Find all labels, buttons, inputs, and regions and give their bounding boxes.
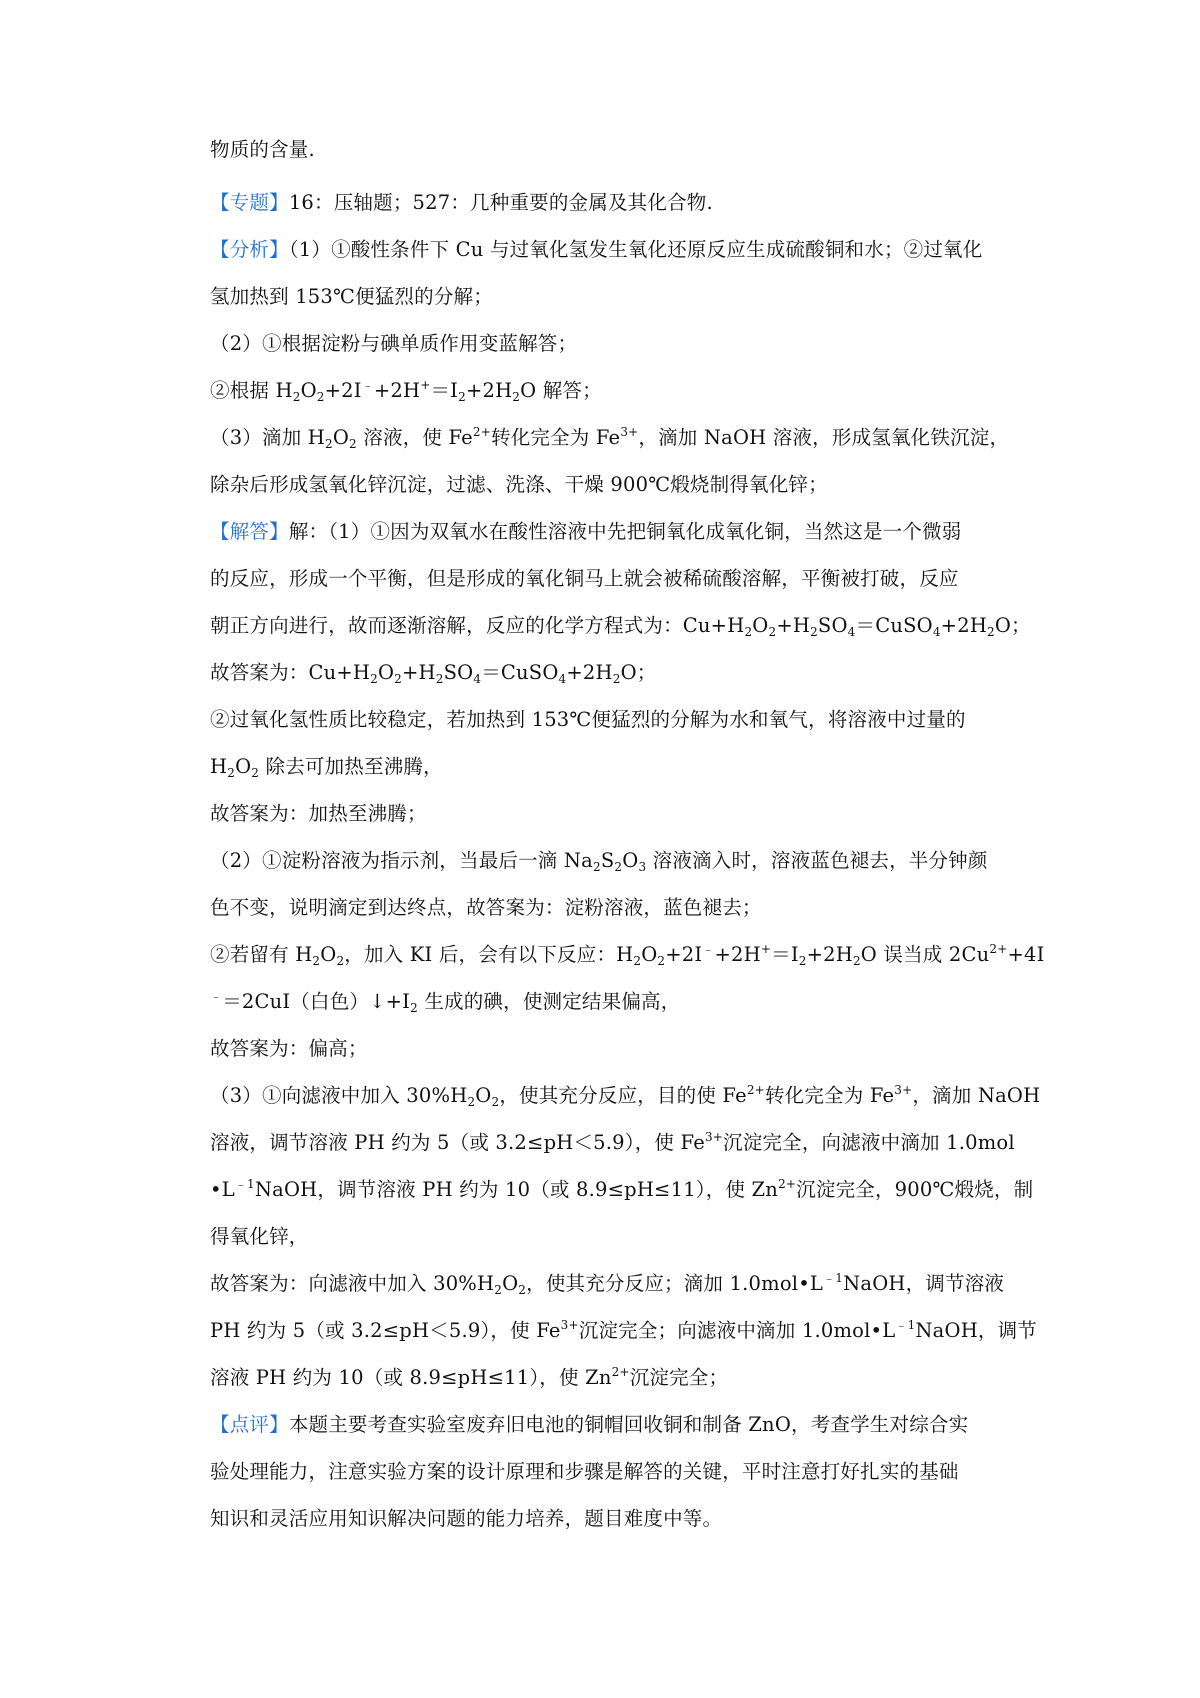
superscript: 3+ bbox=[894, 1083, 913, 1097]
text-run: （2）①淀粉溶液为指示剂，当最后一滴 Na bbox=[210, 849, 593, 872]
text-run: （3）滴加 H bbox=[210, 426, 326, 449]
text-run: 16：压轴题；527：几种重要的金属及其化合物. bbox=[288, 191, 713, 214]
subscript: 2 bbox=[657, 954, 666, 968]
text-line bbox=[210, 329, 577, 359]
text-line bbox=[210, 658, 656, 688]
text-run: ，滴加 NaOH 溶液，形成氢氧化铁沉淀， bbox=[638, 426, 1010, 449]
text-run: O bbox=[622, 849, 639, 872]
subscript: 4 bbox=[847, 625, 856, 639]
subscript: 2 bbox=[370, 672, 378, 686]
text-run: NaOH，调节溶液 PH 约为 10（或 8.9≤pH≤11），使 Zn bbox=[254, 1178, 779, 1201]
subscript: 2 bbox=[292, 390, 301, 404]
text-run: 生成的碘，使测定结果偏高， bbox=[417, 990, 681, 1013]
superscript: ﹣1 bbox=[895, 1318, 916, 1332]
superscript: 2+ bbox=[989, 942, 1008, 956]
text-run: ＝CuSO bbox=[855, 614, 933, 637]
superscript: ﹣ bbox=[210, 989, 223, 1003]
text-run: O bbox=[320, 943, 337, 966]
text-run: 故答案为：偏高； bbox=[210, 1037, 368, 1060]
text-run: 氢加热到 153℃便猛烈的分解； bbox=[210, 285, 493, 308]
text-line bbox=[210, 1128, 1015, 1158]
text-line bbox=[210, 1504, 722, 1534]
superscript: 2+ bbox=[611, 1365, 630, 1379]
subscript: 2 bbox=[593, 860, 601, 874]
subscript: 2 bbox=[518, 1283, 527, 1297]
text-run: +2H bbox=[465, 379, 513, 402]
text-run: O bbox=[332, 426, 350, 449]
text-line bbox=[210, 1410, 968, 1440]
text-run: S bbox=[600, 849, 615, 872]
superscript: ﹣1 bbox=[234, 1177, 255, 1191]
text-run: 转化完全为 Fe bbox=[491, 426, 621, 449]
text-run: NaOH，调节 bbox=[915, 1319, 1038, 1342]
text-line bbox=[210, 517, 961, 547]
text-run: 故答案为：加热至沸腾； bbox=[210, 802, 427, 825]
text-line bbox=[210, 235, 982, 265]
text-line bbox=[210, 564, 959, 594]
text-line bbox=[210, 282, 493, 312]
text-run: O bbox=[300, 379, 317, 402]
text-run: O； bbox=[994, 614, 1031, 637]
text-run: O bbox=[502, 1272, 519, 1295]
text-line bbox=[210, 893, 762, 923]
text-run: 色不变，说明滴定到达终点，故答案为：淀粉溶液，蓝色褪去； bbox=[210, 896, 762, 919]
text-line bbox=[210, 846, 988, 876]
subscript: 2 bbox=[494, 1283, 503, 1297]
subscript: 2 bbox=[467, 1095, 476, 1109]
subscript: 2 bbox=[744, 625, 753, 639]
text-run: ＝2CuI（白色）↓+I bbox=[222, 990, 411, 1013]
text-run: ＝I bbox=[430, 379, 459, 402]
text-line bbox=[210, 799, 427, 829]
subscript: 4 bbox=[932, 625, 941, 639]
subscript: 4 bbox=[558, 672, 567, 686]
text-run: O bbox=[475, 1084, 492, 1107]
subscript: 2 bbox=[316, 390, 325, 404]
subscript: 2 bbox=[614, 860, 623, 874]
subscript: 2 bbox=[852, 954, 861, 968]
text-run: ②过氧化氢性质比较稳定，若加热到 153℃便猛烈的分解为水和氧气，将溶液中过量的 bbox=[210, 708, 966, 731]
text-line bbox=[210, 1269, 1004, 1299]
subscript: 2 bbox=[612, 672, 621, 686]
subscript: 3 bbox=[638, 860, 647, 874]
text-run: 沉淀完全，900℃煅烧，制 bbox=[796, 1178, 1034, 1201]
text-run: 沉淀完全； bbox=[629, 1366, 729, 1389]
text-run: 知识和灵活应用知识解决问题的能力培养，题目难度中等。 bbox=[210, 1507, 723, 1530]
text-run: 本题主要考查实验室废弃旧电池的铜帽回收铜和制备 ZnO，考查学生对综合实 bbox=[288, 1413, 969, 1436]
text-run: +2H bbox=[714, 943, 761, 966]
text-line bbox=[210, 940, 1045, 970]
text-run: O bbox=[752, 614, 769, 637]
text-run: 故答案为：向滤液中加入 30%H bbox=[210, 1272, 495, 1295]
text-line bbox=[210, 1175, 1033, 1205]
subscript: 2 bbox=[810, 625, 818, 639]
text-run: ②根据 H bbox=[210, 379, 293, 402]
text-run: 溶液 PH 约为 10（或 8.9≤pH≤11），使 Zn bbox=[210, 1366, 612, 1389]
superscript: ﹣ bbox=[361, 378, 374, 392]
text-line bbox=[210, 611, 1031, 641]
text-line bbox=[210, 135, 315, 165]
superscript: + bbox=[760, 942, 772, 956]
text-run: +2H bbox=[373, 379, 421, 402]
text-line bbox=[210, 1363, 728, 1393]
text-run: ②若留有 H bbox=[210, 943, 313, 966]
subscript: 2 bbox=[251, 766, 260, 780]
text-run: 物质的含量. bbox=[210, 138, 315, 161]
text-run: 溶液，调节溶液 PH 约为 5（或 3.2≤pH＜5.9），使 Fe bbox=[210, 1131, 705, 1154]
text-run: +2H bbox=[806, 943, 853, 966]
text-run: ＝CuSO bbox=[481, 661, 559, 684]
subscript: 2 bbox=[312, 954, 321, 968]
text-run: ＝I bbox=[771, 943, 799, 966]
text-line bbox=[210, 376, 602, 406]
text-line bbox=[210, 423, 1009, 453]
text-line bbox=[210, 1034, 368, 1064]
superscript: 2+ bbox=[746, 1083, 765, 1097]
text-run: +2I bbox=[665, 943, 703, 966]
section-tag: 【解答】 bbox=[210, 520, 289, 543]
text-run: NaOH，调节溶液 bbox=[843, 1272, 1005, 1295]
text-run: O bbox=[235, 755, 252, 778]
text-line bbox=[210, 752, 443, 782]
subscript: 2 bbox=[633, 954, 642, 968]
text-run: 除去可加热至沸腾， bbox=[259, 755, 443, 778]
text-line bbox=[210, 1457, 959, 1487]
text-run: O bbox=[377, 661, 395, 684]
superscript: 3+ bbox=[704, 1130, 724, 1144]
text-run: 沉淀完全；向滤液中滴加 1.0mol•L bbox=[578, 1319, 896, 1342]
superscript: ﹣ bbox=[702, 942, 715, 956]
subscript: 2 bbox=[987, 625, 995, 639]
superscript: + bbox=[420, 378, 431, 392]
text-run: O 误当成 2Cu bbox=[860, 943, 990, 966]
text-line bbox=[210, 1222, 309, 1252]
text-run: 验处理能力，注意实验方案的设计原理和步骤是解答的关键，平时注意打好扎实的基础 bbox=[210, 1460, 959, 1483]
subscript: 2 bbox=[798, 954, 807, 968]
text-line bbox=[210, 987, 680, 1017]
text-run: ，滴加 NaOH bbox=[912, 1084, 1041, 1107]
section-tag: 【点评】 bbox=[210, 1413, 289, 1436]
text-run: SO bbox=[443, 661, 474, 684]
superscript: 3+ bbox=[560, 1318, 579, 1332]
text-run: （3）①向滤液中加入 30%H bbox=[210, 1084, 468, 1107]
superscript: 3+ bbox=[620, 425, 639, 439]
subscript: 2 bbox=[394, 672, 402, 686]
text-run: +2H bbox=[940, 614, 988, 637]
text-run: +2I bbox=[324, 379, 362, 402]
subscript: 2 bbox=[227, 766, 236, 780]
text-run: 得氧化锌， bbox=[210, 1225, 309, 1248]
subscript: 4 bbox=[473, 672, 482, 686]
text-run: 解：（1）①因为双氧水在酸性溶液中先把铜氧化成氧化铜，当然这是一个微弱 bbox=[288, 520, 962, 543]
text-line bbox=[210, 1081, 1040, 1111]
text-run: ，使其充分反应，目的使 Fe bbox=[499, 1084, 747, 1107]
text-line bbox=[210, 1316, 1037, 1346]
text-run: 转化完全为 Fe bbox=[764, 1084, 895, 1107]
text-run: 溶液，使 Fe bbox=[356, 426, 473, 449]
text-run: +H bbox=[776, 614, 811, 637]
text-run: O 解答； bbox=[520, 379, 602, 402]
text-run: 沉淀完全，向滤液中滴加 1.0mol bbox=[723, 1131, 1015, 1154]
superscript: 2+ bbox=[778, 1177, 797, 1191]
text-run: H bbox=[210, 755, 228, 778]
superscript: 2+ bbox=[472, 425, 491, 439]
subscript: 2 bbox=[491, 1095, 500, 1109]
text-run: 除杂后形成氢氧化锌沉淀，过滤、洗涤、干燥 900℃煅烧制得氧化锌； bbox=[210, 473, 828, 496]
text-line bbox=[210, 470, 828, 500]
text-run: 的反应，形成一个平衡，但是形成的氧化铜马上就会被稀硫酸溶解，平衡被打破，反应 bbox=[210, 567, 959, 590]
text-run: 故答案为：Cu+H bbox=[210, 661, 371, 684]
text-run: O； bbox=[620, 661, 657, 684]
text-run: ，使其充分反应；滴加 1.0mol•L bbox=[526, 1272, 824, 1295]
subscript: 2 bbox=[325, 437, 333, 451]
text-run: SO bbox=[817, 614, 848, 637]
text-line bbox=[210, 188, 713, 218]
text-run: （2）①根据淀粉与碘单质作用变蓝解答； bbox=[210, 332, 578, 355]
section-tag: 【分析】 bbox=[210, 238, 289, 261]
text-run: 朝正方向进行，故而逐渐溶解，反应的化学方程式为：Cu+H bbox=[210, 614, 745, 637]
subscript: 2 bbox=[435, 672, 444, 686]
superscript: ﹣1 bbox=[823, 1271, 844, 1285]
subscript: 2 bbox=[336, 954, 345, 968]
text-run: O bbox=[641, 943, 658, 966]
text-run: +2H bbox=[566, 661, 613, 684]
text-run: PH 约为 5（或 3.2≤pH＜5.9），使 Fe bbox=[210, 1319, 561, 1342]
section-tag: 【专题】 bbox=[210, 191, 289, 214]
text-run: +4I bbox=[1007, 943, 1045, 966]
subscript: 2 bbox=[512, 390, 521, 404]
text-run: +H bbox=[402, 661, 436, 684]
text-run: •L bbox=[210, 1178, 235, 1201]
subscript: 2 bbox=[768, 625, 777, 639]
text-run: ，加入 KI 后，会有以下反应：H bbox=[344, 943, 634, 966]
subscript: 2 bbox=[458, 390, 466, 404]
text-line bbox=[210, 705, 966, 735]
text-run: 溶液滴入时，溶液蓝色褪去，半分钟颜 bbox=[646, 849, 988, 872]
subscript: 2 bbox=[349, 437, 357, 451]
subscript: 2 bbox=[410, 1001, 418, 1015]
text-run: （1）①酸性条件下 Cu 与过氧化氢发生氧化还原反应生成硫酸铜和水；②过氧化 bbox=[288, 238, 983, 261]
